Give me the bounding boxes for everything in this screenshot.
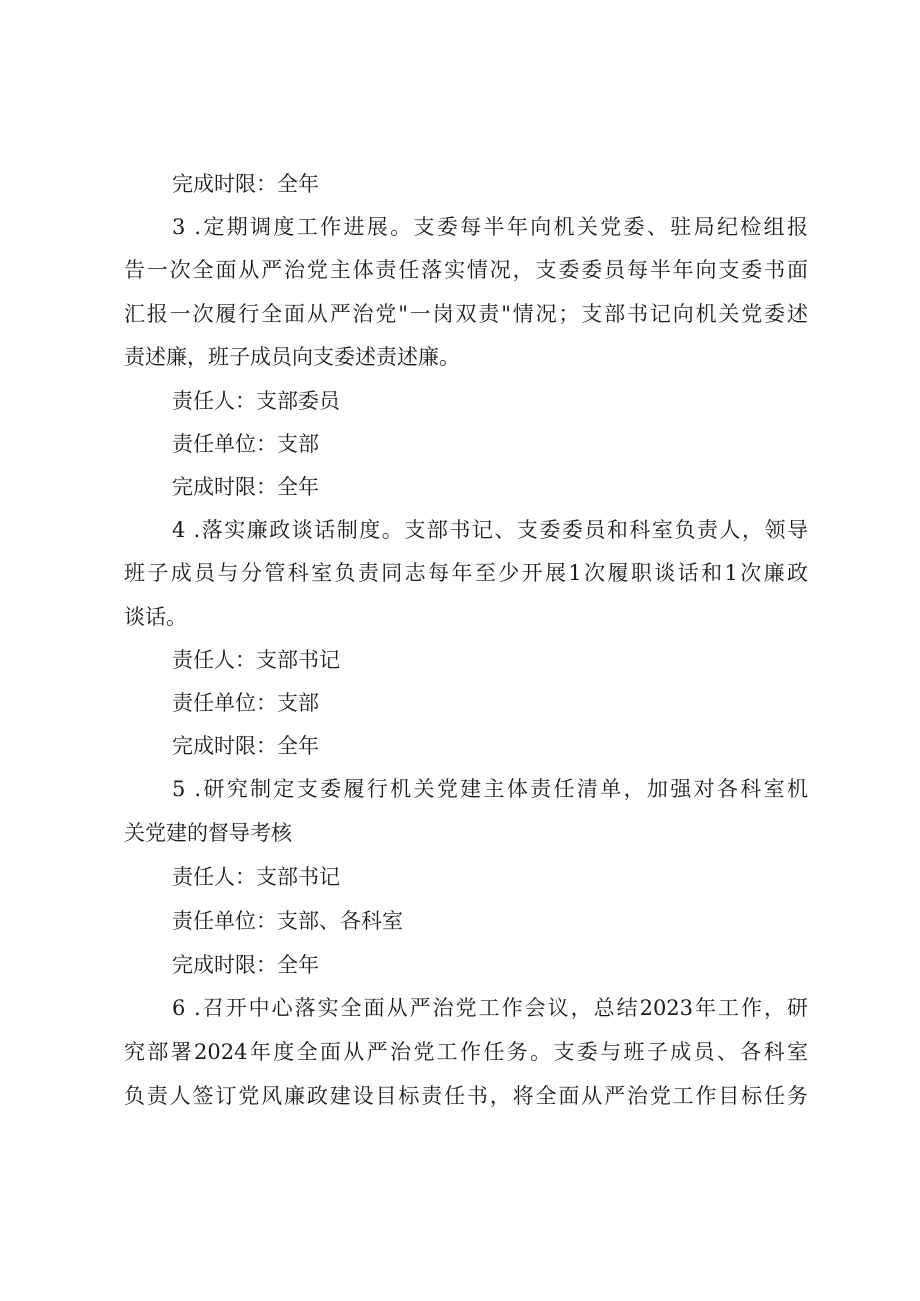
item-4-heading: 4 .落实廉政谈话制度。支部书记、支委委员和科室负责人，领导 — [172, 518, 808, 542]
item-6-heading: 6 .召开中心落实全面从严治党工作会议，总结2023年工作，研 — [172, 996, 808, 1020]
responsible-unit-line: 责任单位：支部 — [172, 691, 319, 715]
completion-deadline-line: 完成时限：全年 — [172, 172, 319, 196]
item-3-text-line: 汇报一次履行全面从严治党"一岗双责"情况；支部书记向机关党委述 — [124, 302, 808, 326]
responsible-person-line: 责任人：支部委员 — [172, 389, 340, 413]
item-3-text-line: 告一次全面从严治党主体责任落实情况，支委委员每半年向支委书面 — [124, 258, 808, 282]
item-6-text-line: 负责人签订党风廉政建设目标责任书，将全面从严治党工作目标任务 — [124, 1084, 808, 1108]
responsible-unit-line: 责任单位：支部 — [172, 432, 319, 456]
item-5-heading: 5 .研究制定支委履行机关党建主体责任清单，加强对各科室机 — [172, 777, 808, 801]
responsible-person-line: 责任人：支部书记 — [172, 648, 340, 672]
item-3-heading: 3 .定期调度工作进展。支委每半年向机关党委、驻局纪检组报 — [172, 215, 808, 239]
completion-deadline-line: 完成时限：全年 — [172, 953, 319, 977]
item-3-text-line: 责述廉，班子成员向支委述责述廉。 — [124, 345, 460, 369]
completion-deadline-line: 完成时限：全年 — [172, 734, 319, 758]
item-5-text-line: 关党建的督导考核 — [124, 821, 292, 845]
completion-deadline-line: 完成时限：全年 — [172, 475, 319, 499]
responsible-person-line: 责任人：支部书记 — [172, 865, 340, 889]
item-4-text-line: 谈话。 — [124, 605, 187, 629]
item-4-text-line: 班子成员与分管科室负责同志每年至少开展1次履职谈话和1次廉政 — [124, 561, 808, 585]
item-6-text-line: 究部署2024年度全面从严治党工作任务。支委与班子成员、各科室 — [124, 1040, 808, 1064]
responsible-unit-line: 责任单位：支部、各科室 — [172, 909, 403, 933]
